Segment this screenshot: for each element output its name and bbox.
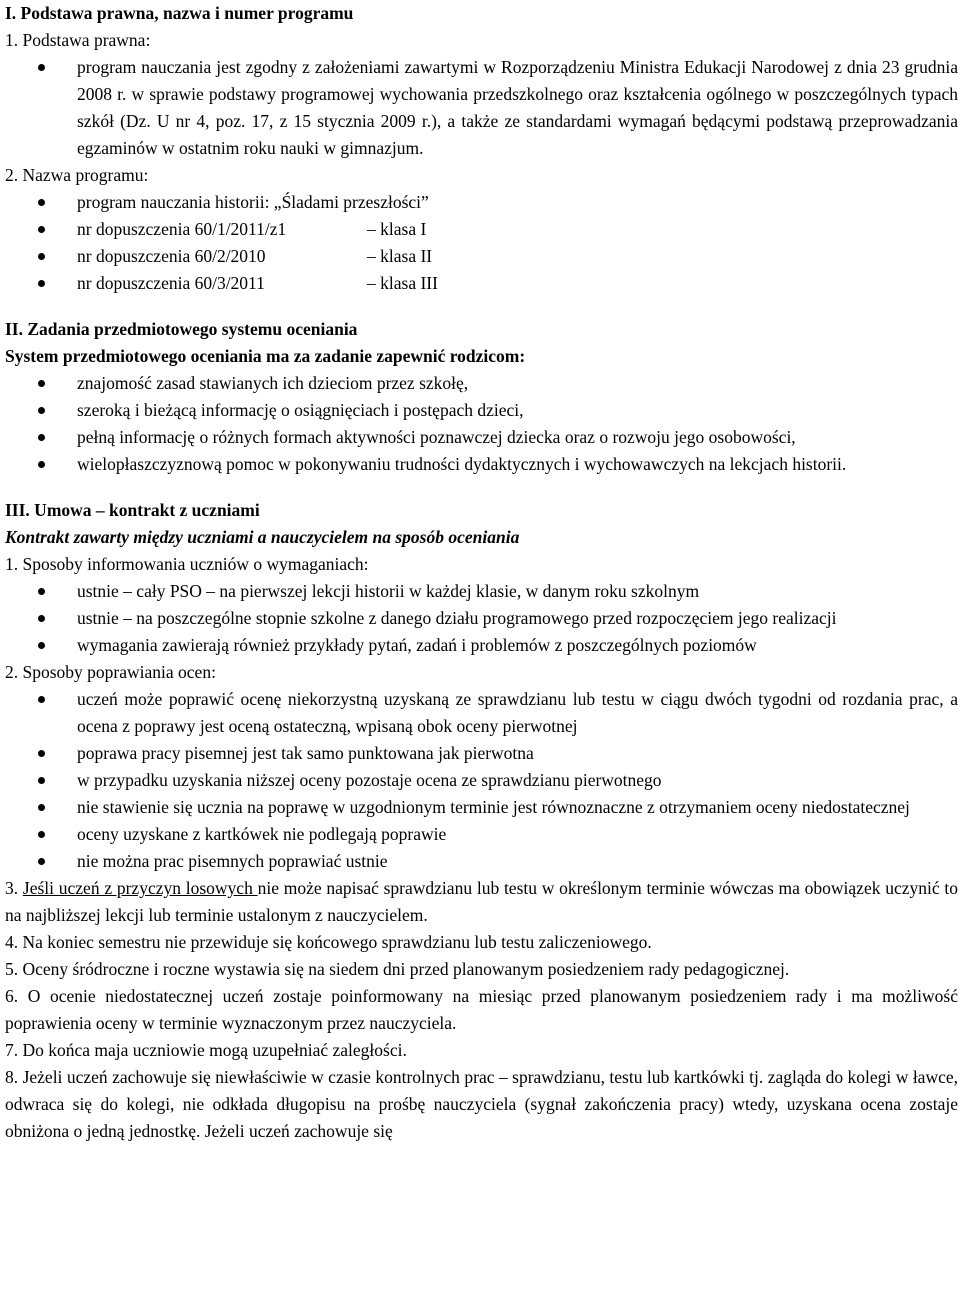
list-item: ustnie – cały PSO – na pierwszej lekcji historii w każdej klasie, w danym roku szkolnym bbox=[5, 578, 958, 605]
bullet-icon bbox=[38, 407, 45, 414]
bullet-icon bbox=[38, 434, 45, 441]
section3-subheading: Kontrakt zawarty między uczniami a nauczycielem na sposób oceniania bbox=[5, 527, 520, 547]
list-item: szeroką i bieżącą informację o osiągnięciach i postępach dzieci, bbox=[5, 397, 958, 424]
p1-title: 1. Sposoby informowania uczniów o wymaganiach: bbox=[5, 554, 369, 574]
list-item: wymagania zawierają również przykłady pytań, zadań i problemów z poszczególnych poziomów bbox=[5, 632, 958, 659]
list-item: ustnie – na poszczególne stopnie szkolne z danego działu programowego przed rozpoczęciem jego realizacji bbox=[5, 605, 958, 632]
paragraph-8: 8. Jeżeli uczeń zachowuje się niewłaściwie w czasie kontrolnych prac – sprawdzianu, testu lub kartkówki tj. zagląda do kolegi w ławce, odwraca się do kolegi, nie odkłada długopisu na prośbę nauczyciela (sygnał zakończenia pracy) wtedy, uzyskana ocena zostaje obniżona o jedną jednostkę. Jeżeli uczeń zachowuje się bbox=[5, 1067, 958, 1141]
bullet-icon bbox=[38, 696, 45, 703]
section1-sub2: 2. Nazwa programu: bbox=[5, 165, 149, 185]
program-list bbox=[5, 189, 958, 297]
list-item: wielopłaszczyznową pomoc w pokonywaniu trudności dydaktycznych i wychowawczych na lekcjach historii. bbox=[5, 451, 958, 478]
bullet-icon bbox=[38, 858, 45, 865]
bullet-icon bbox=[38, 64, 45, 71]
list-item: nr dopuszczenia 60/3/2011 – klasa III bbox=[5, 270, 958, 297]
bullet-icon bbox=[38, 588, 45, 595]
list-item: nie można prac pisemnych poprawiać ustnie bbox=[5, 848, 958, 875]
bullet-icon bbox=[38, 750, 45, 757]
section1-heading: I. Podstawa prawna, nazwa i numer programu bbox=[5, 3, 354, 23]
paragraph-7: 7. Do końca maja uczniowie mogą uzupełniać zaległości. bbox=[5, 1040, 407, 1060]
goals-list bbox=[5, 370, 958, 478]
bullet-icon bbox=[38, 280, 45, 287]
improve-list bbox=[5, 686, 958, 875]
list-item: oceny uzyskane z kartkówek nie podlegają poprawie bbox=[5, 821, 958, 848]
p2-title: 2. Sposoby poprawiania ocen: bbox=[5, 662, 216, 682]
bullet-icon bbox=[38, 615, 45, 622]
section2-heading: II. Zadania przedmiotowego systemu oceniania bbox=[5, 319, 358, 339]
paragraph-5: 5. Oceny śródroczne i roczne wystawia się na siedem dni przed planowanym posiedzeniem rady pedagogicznej. bbox=[5, 959, 790, 979]
bullet-icon bbox=[38, 642, 45, 649]
paragraph-6: 6. O ocenie niedostatecznej uczeń zostaje poinformowany na miesiąc przed planowanym posiedzeniem rady i ma możliwość poprawienia oceny w terminie wyznaczonym przez nauczyciela. bbox=[5, 986, 958, 1033]
list-item: nr dopuszczenia 60/1/2011/z1 – klasa I bbox=[5, 216, 958, 243]
list-item: uczeń może poprawić ocenę niekorzystną uzyskaną ze sprawdzianu lub testu w ciągu dwóch tygodni od rozdania prac, a ocena z poprawy jest oceną ostateczną, wpisaną obok oceny pierwotnej bbox=[5, 686, 958, 740]
bullet-icon bbox=[38, 253, 45, 260]
list-item: w przypadku uzyskania niższej oceny pozostaje ocena ze sprawdzianu pierwotnego bbox=[5, 767, 958, 794]
paragraph-3: 3. Jeśli uczeń z przyczyn losowych nie może napisać sprawdzianu lub testu w określonym terminie wówczas ma obowiązek uczynić to na najbliższej lekcji lub terminie ustalonym z nauczycielem. bbox=[5, 878, 959, 925]
list-item: pełną informację o różnych formach aktywności poznawczej dziecka oraz o rozwoju jego osobowości, bbox=[5, 424, 958, 451]
list-item: nie stawienie się ucznia na poprawę w uzgodnionym terminie jest równoznaczne z otrzymaniem oceny niedostatecznej bbox=[5, 794, 958, 821]
section2-intro: System przedmiotowego oceniania ma za zadanie zapewnić rodzicom: bbox=[5, 346, 526, 366]
list-item: nr dopuszczenia 60/2/2010 – klasa II bbox=[5, 243, 958, 270]
inform-list bbox=[5, 578, 958, 659]
bullet-icon bbox=[38, 777, 45, 784]
bullet-icon bbox=[38, 226, 45, 233]
legal-basis-list bbox=[5, 54, 958, 162]
section1-sub1: 1. Podstawa prawna: bbox=[5, 30, 151, 50]
bullet-icon bbox=[38, 461, 45, 468]
list-item: poprawa pracy pisemnej jest tak samo punktowana jak pierwotna bbox=[5, 740, 958, 767]
bullet-icon bbox=[38, 380, 45, 387]
bullet-icon bbox=[38, 199, 45, 206]
paragraph-4: 4. Na koniec semestru nie przewiduje się końcowego sprawdzianu lub testu zaliczeniowego. bbox=[5, 932, 652, 952]
bullet-icon bbox=[38, 804, 45, 811]
list-item: program nauczania jest zgodny z założeniami zawartymi w Rozporządzeniu Ministra Edukacji Narodowej z dnia 23 grudnia 2008 r. w sprawie podstawy programowej wychowania przedszkolnego oraz kształcenia ogólnego w poszczególnych typach szkół (Dz. U nr 4, poz. 17, z 15 stycznia 2009 r.), a także ze standardami wymagań będącymi podstawą przeprowadzania egzaminów w ostatnim roku nauki w gimnazjum. bbox=[5, 54, 958, 162]
bullet-icon bbox=[38, 831, 45, 838]
section3-heading: III. Umowa – kontrakt z uczniami bbox=[5, 500, 260, 520]
list-item: program nauczania historii: „Śladami przeszłości” bbox=[5, 189, 958, 216]
list-item: znajomość zasad stawianych ich dzieciom przez szkołę, bbox=[5, 370, 958, 397]
